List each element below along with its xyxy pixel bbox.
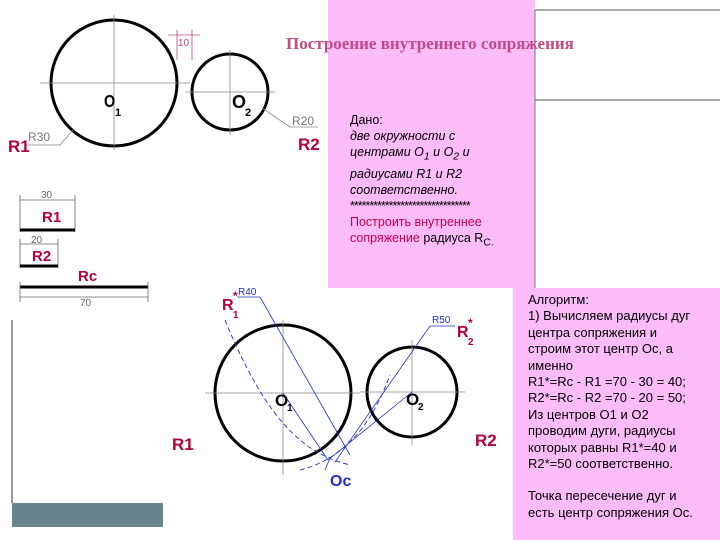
r20-label: R20 — [292, 114, 315, 128]
r1-star-sup: * — [233, 289, 238, 303]
algorithm-line: R2*=Rc - R2 =70 - 20 = 50; — [528, 390, 686, 406]
algorithm-line: строим этот центр Oc, а — [528, 341, 673, 357]
footer-bar — [12, 503, 163, 527]
o1-sub: 1 — [115, 107, 122, 119]
given-text — [350, 112, 535, 251]
task-line-2: сопряжение радиуса $R_{C.}$ — [350, 230, 494, 248]
r1-star-sub: 1 — [233, 310, 239, 321]
algorithm-line: проводим дуги, радиусы — [528, 423, 676, 439]
given-line-1: две окружности с — [350, 129, 456, 143]
algorithm-final-line: Точка пересечение дуг и — [528, 488, 677, 504]
r1-star-label: R — [222, 297, 234, 314]
page-title: Построение внутреннего сопряжения — [286, 34, 574, 53]
dim-10-label: 10 — [178, 38, 190, 49]
task-line-1: Построить внутреннее — [350, 214, 482, 229]
algorithm-final-line: есть центр сопряжения Oc. — [528, 504, 693, 520]
r50-label: R50 — [432, 315, 451, 326]
r40-label: R40 — [238, 287, 257, 298]
o1-bottom-sub: 1 — [287, 403, 293, 414]
given-line-3: радиусами R1 и R2 — [350, 166, 463, 181]
r2-star-sub: 2 — [468, 337, 474, 348]
r2-star-sup: * — [468, 316, 473, 330]
algorithm-line: которых равны R1*=40 и — [528, 439, 677, 455]
r1-bottom-label: R1 — [172, 435, 194, 454]
o1-label: O — [104, 91, 116, 112]
algorithm-line: R2*=50 соответственно. — [528, 456, 674, 472]
scale-bars — [0, 185, 170, 310]
o2-sub: 2 — [245, 107, 252, 119]
given-line-2: центрами $O_1$ и $O_2$ и — [350, 145, 470, 163]
r2-bottom-label: R2 — [475, 431, 497, 450]
algorithm-text — [528, 292, 718, 521]
algorithm-line: R1*=Rc - R1 =70 - 30 = 40; — [528, 374, 686, 390]
algorithm-line: центра сопряжения и — [528, 324, 658, 340]
r1-label-top: R1 — [8, 137, 30, 156]
o1-bottom-label: O — [275, 391, 289, 410]
algorithm-line: Из центров O1 и O2 — [528, 406, 649, 422]
stars-separator: ******************************* — [350, 198, 470, 213]
o2-bottom-sub: 2 — [418, 402, 424, 413]
scale-r1-label: R1 — [42, 209, 62, 226]
given-line-4: соответственно. — [350, 182, 458, 197]
o2-label: O — [232, 92, 247, 112]
algorithm-line: 1) Вычисляем радиусы дуг — [528, 308, 691, 324]
r2-label-top: R2 — [298, 135, 320, 154]
given-heading: Дано: — [350, 113, 383, 127]
top-drawing — [0, 0, 330, 200]
dim-20-label: 20 — [31, 235, 43, 246]
scale-r2-label: R2 — [32, 248, 52, 265]
scale-rc-label: Rc — [78, 268, 98, 285]
algorithm-heading: Алгоритм: — [528, 292, 589, 307]
bottom-drawing — [160, 280, 515, 500]
o2-bottom-label: O — [406, 390, 420, 409]
algorithm-line: именно — [528, 357, 574, 373]
dim-70-label: 70 — [80, 298, 92, 309]
r30-label: R30 — [28, 130, 51, 144]
oc-label: Oc — [330, 473, 352, 490]
dim-30-label: 30 — [41, 190, 53, 201]
r2-star-label: R — [457, 324, 469, 341]
